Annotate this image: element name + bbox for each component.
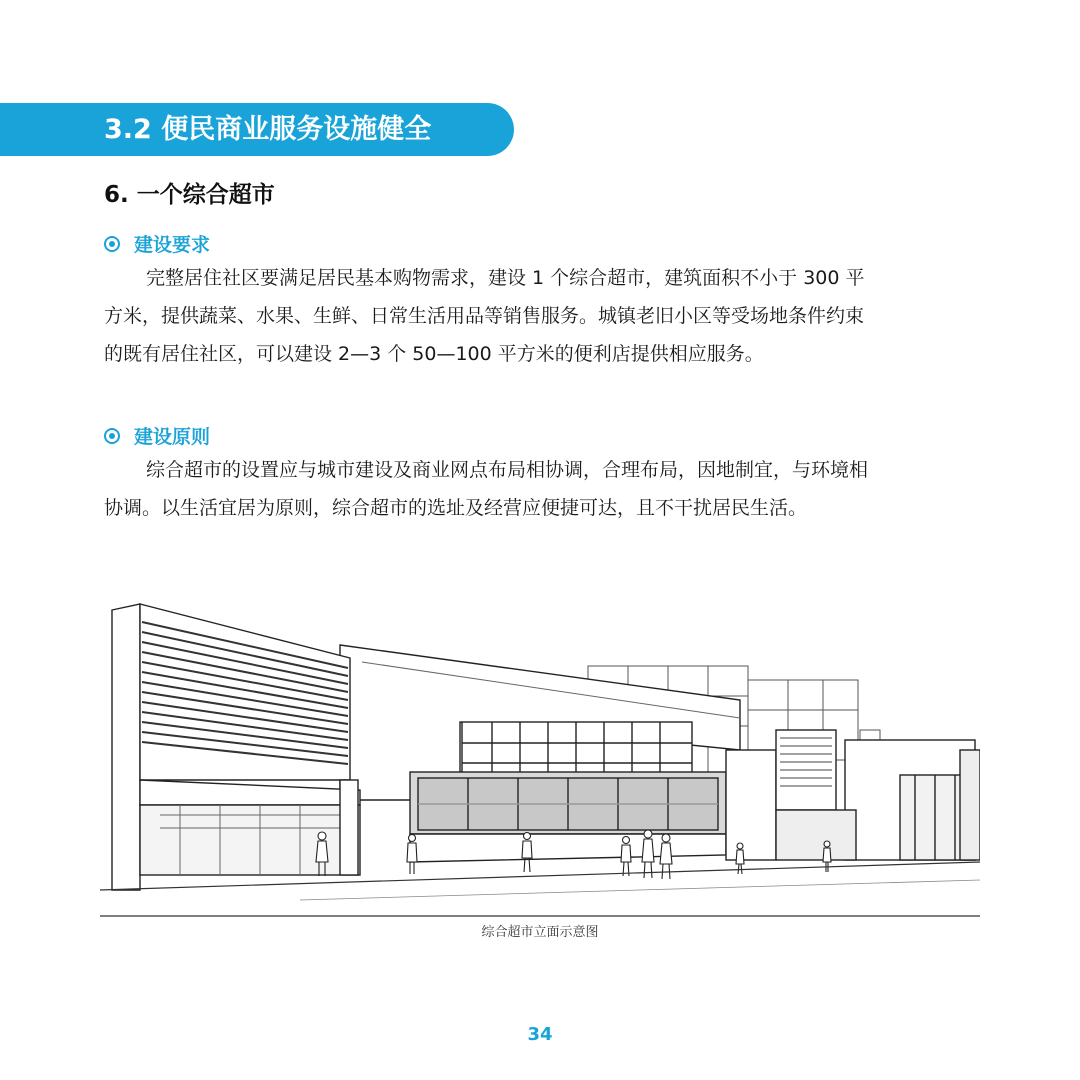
target-circle-icon bbox=[104, 236, 120, 252]
principles-paragraph bbox=[104, 451, 980, 527]
principles-heading-row bbox=[104, 422, 210, 449]
requirements-line: 的既有居住社区，可以建设 2—3 个 50—100 平方米的便利店提供相应服务。 bbox=[104, 343, 764, 365]
target-circle-icon bbox=[104, 428, 120, 444]
requirements-line: 方米，提供蔬菜、水果、生鲜、日常生活用品等销售服务。城镇老旧小区等受场地条件约束 bbox=[104, 305, 865, 327]
figure-caption: 综合超市立面示意图 bbox=[481, 925, 599, 940]
item-title: 6. 一个综合超市 bbox=[104, 182, 275, 208]
requirements-heading: 建设要求 bbox=[134, 234, 211, 256]
principles-heading: 建设原则 bbox=[134, 426, 211, 448]
requirements-paragraph bbox=[104, 259, 980, 373]
section-title: 3.2 便民商业服务设施健全 bbox=[104, 114, 432, 145]
principles-line: 综合超市的设置应与城市建设及商业网点布局相协调，合理布局，因地制宜，与环境相 bbox=[146, 459, 869, 481]
section-banner bbox=[0, 103, 514, 156]
supermarket-elevation-illustration bbox=[100, 600, 980, 920]
right-building bbox=[845, 740, 980, 860]
requirements-line: 完整居住社区要满足居民基本购物需求，建设 1 个综合超市，建筑面积不小于 300 平 bbox=[146, 267, 865, 289]
page-number: 34 bbox=[527, 1024, 553, 1045]
principles-line: 协调。以生活宜居为原则，综合超市的选址及经营应便捷可达，且不干扰居民生活。 bbox=[104, 497, 808, 519]
requirements-heading-row bbox=[104, 230, 210, 257]
